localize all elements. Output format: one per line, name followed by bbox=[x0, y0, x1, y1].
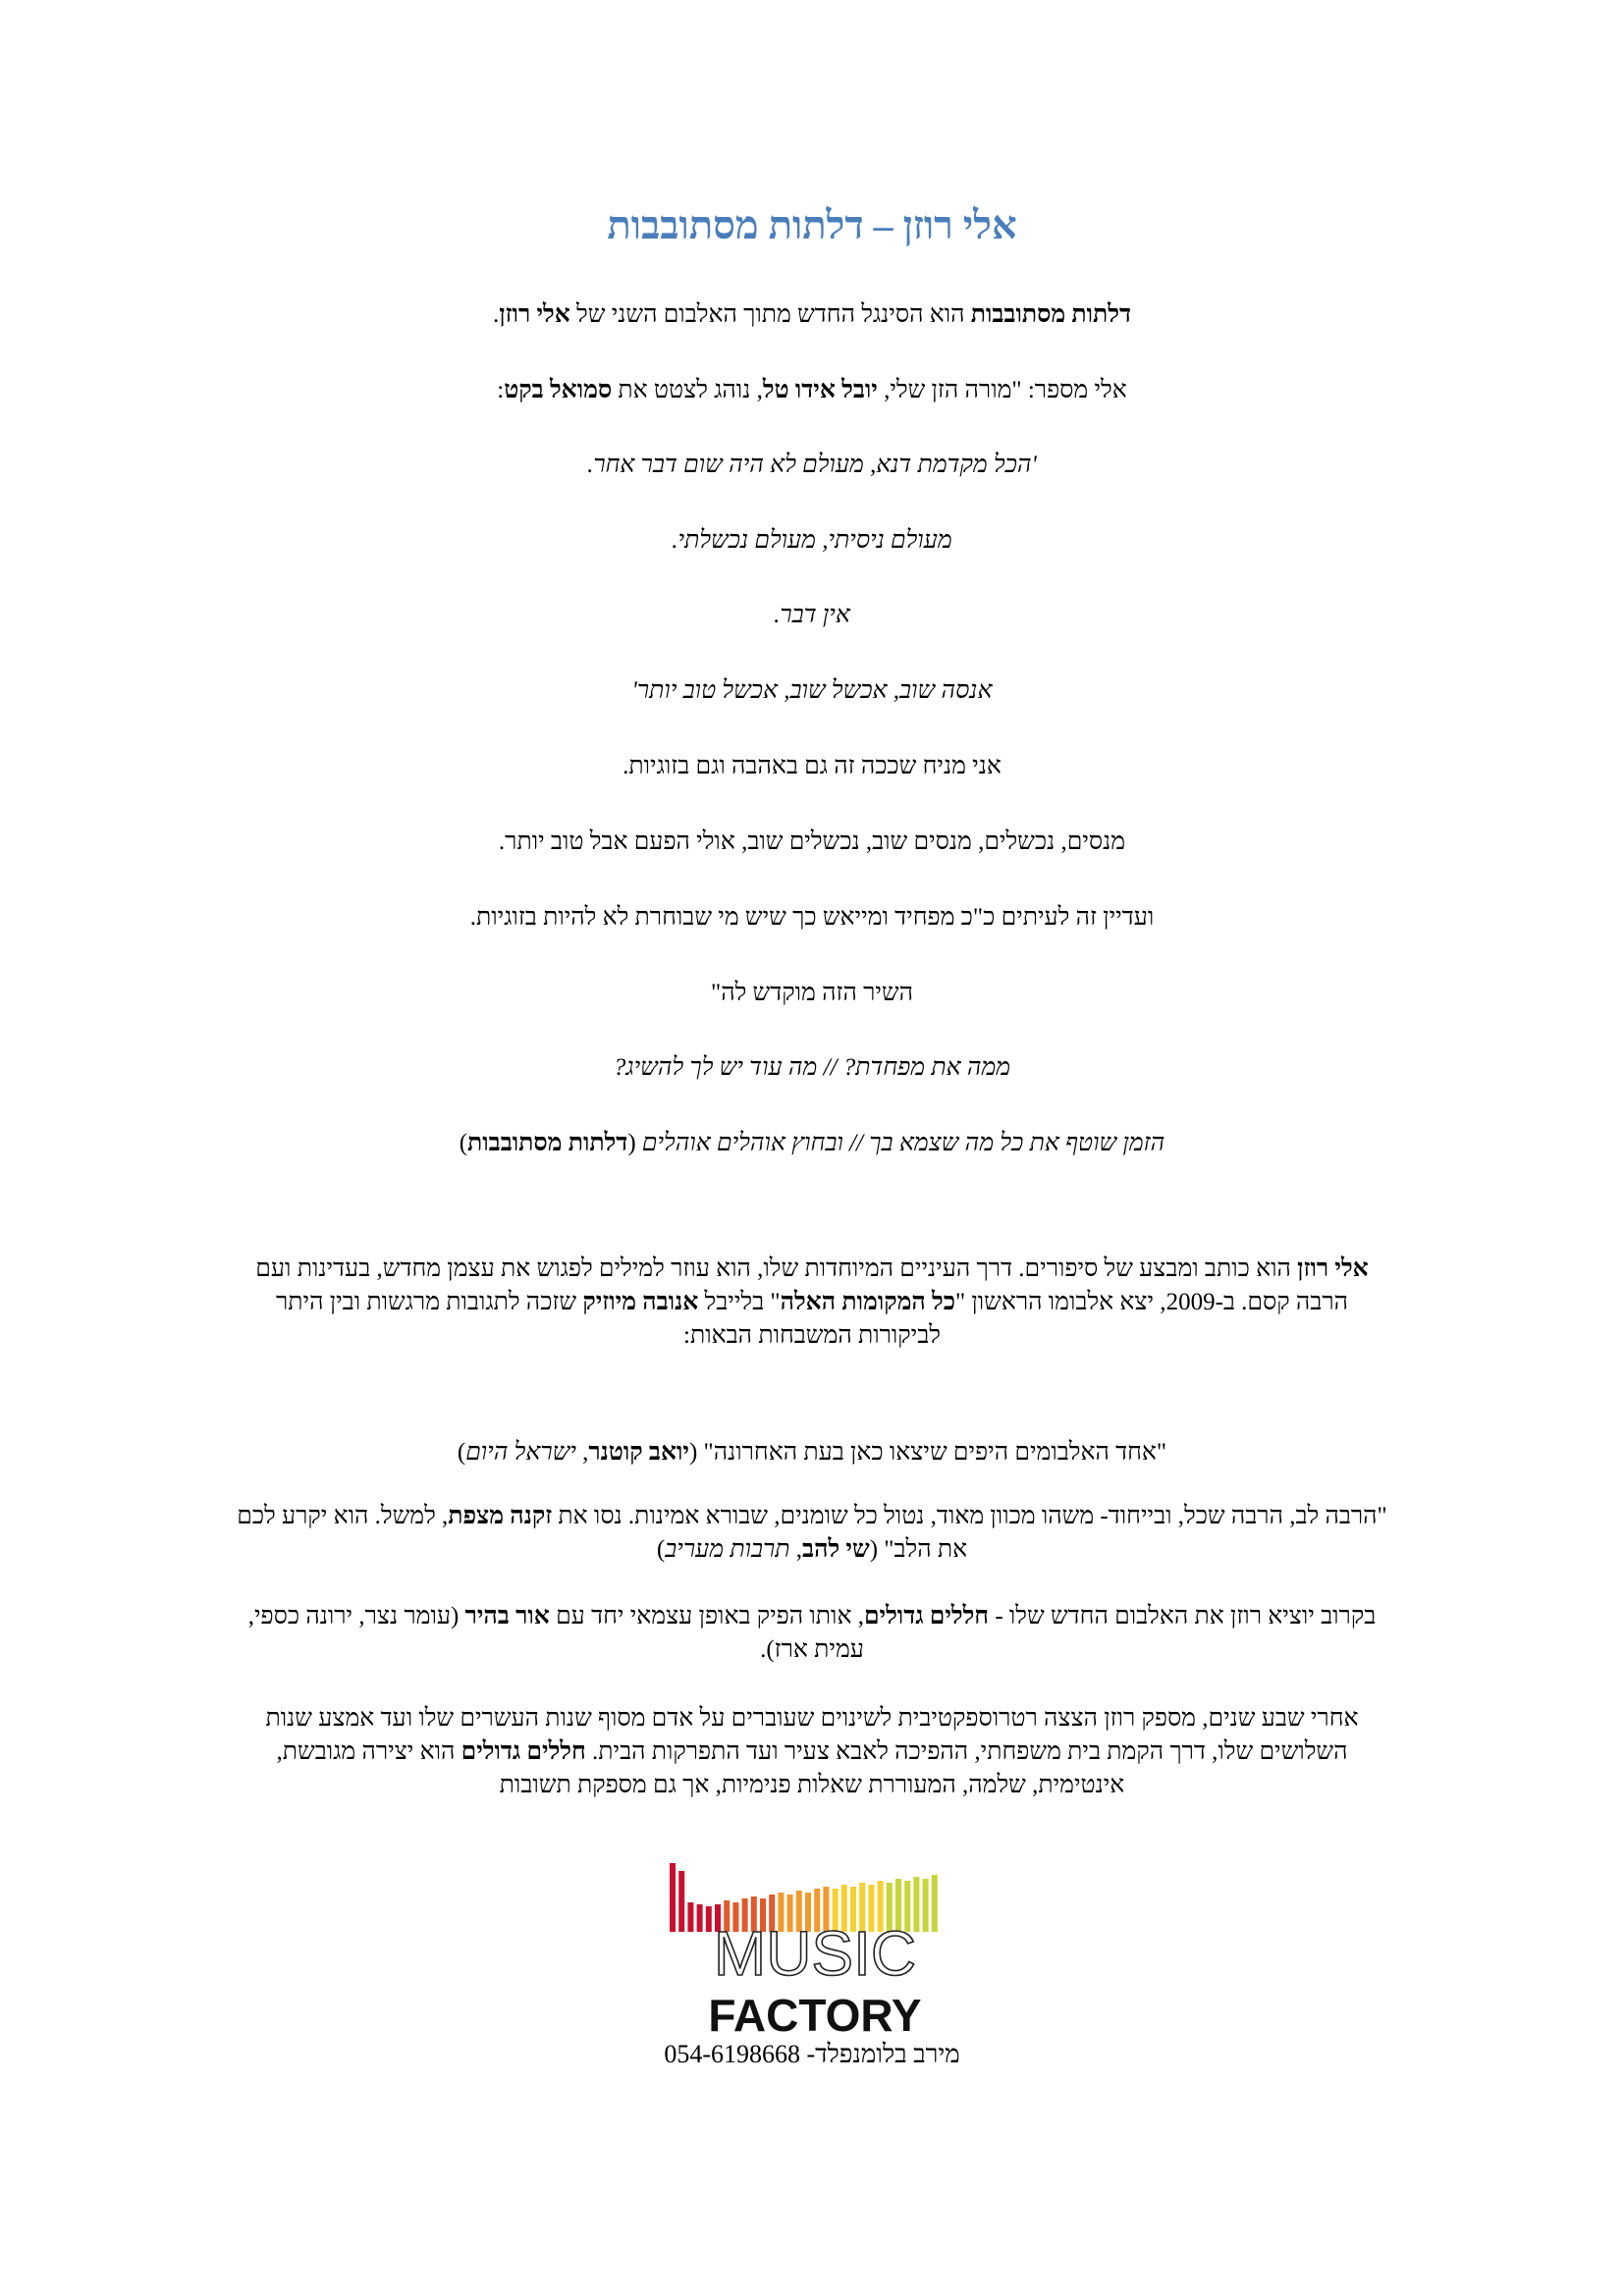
closing-text: אחרי שבע שנים, מספק רוזן הצצה רטרוספקטיבית לשינוים שעוברים על אדם מסוף שנות העשרים שלו ועד אמצע שנות השלושים שלו, דרך הקמת בית משפחתי, ההפיכה לאבא צעיר ועד התפרקות הבית. bbox=[265, 1705, 1359, 1765]
album-text: , אותו הפיק באופן עצמאי יחד עם bbox=[549, 1603, 864, 1629]
artist-name: אלי רוזן bbox=[1297, 1255, 1369, 1282]
story-line-2: מנסים, נכשלים, מנסים שוב, נכשלים שוב, אולי הפעם אבל טוב יותר. bbox=[498, 828, 1126, 855]
equalizer-bar bbox=[670, 1863, 676, 1932]
paren: ( bbox=[627, 1130, 642, 1156]
outlet-name: ישראל היום bbox=[465, 1439, 576, 1466]
producer-name: אור בהיר bbox=[464, 1603, 550, 1629]
critic-name: שי להב bbox=[802, 1536, 870, 1563]
quote-line-3 bbox=[196, 601, 1428, 630]
logo-graphic bbox=[658, 1849, 972, 2036]
equalizer-bar bbox=[697, 1904, 703, 1932]
review-2 bbox=[236, 1500, 1388, 1567]
song-name: דלתות מסתובבות bbox=[467, 1130, 628, 1156]
author-name: סמואל בקט bbox=[504, 377, 613, 403]
says-text-2: , נוהג לצטט את bbox=[612, 377, 763, 403]
paren: ) bbox=[459, 1130, 468, 1156]
album-text: (עומר נצר, ירונה כספי, עמית ארז). bbox=[247, 1603, 864, 1663]
quote-line-2 bbox=[196, 526, 1428, 556]
quote-line-4 bbox=[196, 676, 1428, 706]
review-text: , למשל. הוא יקרע לכם את הלב" ( bbox=[237, 1503, 968, 1563]
bio-paragraph bbox=[236, 1253, 1388, 1353]
teacher-name: יובל אידו טל bbox=[762, 377, 878, 403]
album-name: חללים גדולים bbox=[863, 1603, 990, 1629]
intro-text: הוא הסינגל החדש מתוך האלבום השני של bbox=[569, 301, 971, 328]
quote-text: אנסה שוב, אכשל שוב, אכשל טוב יותר' bbox=[631, 677, 993, 704]
review-1 bbox=[236, 1436, 1388, 1469]
intro-line bbox=[196, 300, 1428, 330]
quote-line-1 bbox=[196, 451, 1428, 480]
bio-text: " בלייבל bbox=[698, 1289, 781, 1315]
album-name: חללים גדולים bbox=[460, 1738, 586, 1765]
paren: ) bbox=[457, 1439, 466, 1466]
lyric-line-1 bbox=[196, 1053, 1428, 1083]
new-album-paragraph bbox=[236, 1600, 1388, 1667]
music-factory-logo bbox=[658, 1849, 972, 2036]
label-name: אנובה מיוזיק bbox=[582, 1289, 699, 1315]
says-line bbox=[196, 376, 1428, 405]
bio-text: שזכה לתגובות מרגשות ובין היתר לביקורות המשבחות הבאות: bbox=[276, 1289, 941, 1349]
intro-end: . bbox=[492, 301, 500, 328]
page-title: אלי רוזן – דלתות מסתובבות bbox=[607, 203, 1017, 247]
lyric-text: הזמן שוטף את כל מה שצמא בך // ובחוץ אוהלים אוהלים bbox=[641, 1130, 1165, 1156]
sep: , bbox=[575, 1439, 589, 1466]
quote-text: מעולם ניסיתי, מעולם נכשלתי. bbox=[672, 527, 952, 554]
closing-text: הוא יצירה מגובשת, אינטימית, שלמה, המעוררת שאלות פנימיות, אך גם מספקת תשובות bbox=[276, 1738, 1125, 1798]
sep: , bbox=[789, 1536, 803, 1563]
says-colon: : bbox=[497, 377, 505, 403]
track-name: זקנה מצפת bbox=[448, 1503, 553, 1529]
quote-text: אין דבר. bbox=[774, 602, 850, 628]
critic-name: יואב קוטנר bbox=[588, 1439, 689, 1466]
contact-line: מירב בלומנפלד- 054-6198668 bbox=[664, 2040, 960, 2068]
equalizer-bar bbox=[687, 1902, 693, 1932]
lyric-line-2 bbox=[196, 1129, 1428, 1158]
story-line-3: ועדיין זה לעיתים כ"כ מפחיד ומייאש כך שיש מי שבוחרת לא להיות בזוגיות. bbox=[469, 904, 1155, 931]
equalizer-bar bbox=[932, 1875, 938, 1932]
outlet-name: תרבות מעריב bbox=[665, 1536, 790, 1563]
album-text: בקרוב יוציא רוזן את האלבום החדש שלו - bbox=[989, 1603, 1377, 1629]
says-text: אלי מספר: "מורה הזן שלי, bbox=[877, 377, 1127, 403]
album-name: כל המקומות האלה bbox=[780, 1289, 955, 1315]
equalizer-bar bbox=[678, 1871, 684, 1932]
lyric-text: ממה את מפחדת? // מה עוד יש לך להשיג? bbox=[613, 1054, 1011, 1081]
logo-word-factory: FACTORY bbox=[708, 1990, 922, 2036]
review-text: "אחד האלבומים היפים שיצאו כאן בעת האחרונה" ( bbox=[688, 1439, 1167, 1466]
artist-name: אלי רוזן bbox=[499, 301, 570, 328]
quote-text: 'הכל מקדמת דנא, מעולם לא היה שום דבר אחר. bbox=[587, 452, 1037, 478]
bio-text: הוא כותב ומבצע של סיפורים. דרך העיניים המיוחדות שלו, הוא עוזר למילים לפגוש את עצמן מחדש, בעדינות ועם הרבה קסם. ב-2009, יצא אלבומו הראשון " bbox=[255, 1255, 1348, 1315]
paren: ) bbox=[656, 1536, 666, 1563]
equalizer-bar bbox=[923, 1879, 929, 1932]
story-line-1: אני מניח שככה זה גם באהבה וגם בזוגיות. bbox=[623, 753, 1001, 779]
review-text: "הרבה לב, הרבה שכל, ובייחוד- משהו מכוון מאוד, נטול כל שומנים, שבורא אמינות. נסו את bbox=[552, 1503, 1387, 1529]
song-name: דלתות מסתובבות bbox=[970, 301, 1132, 328]
equalizer-bar bbox=[706, 1906, 712, 1932]
story-line-4: השיר הזה מוקדש לה" bbox=[711, 980, 913, 1006]
logo-word-music: MUSIC bbox=[713, 1918, 917, 1989]
closing-paragraph bbox=[236, 1702, 1388, 1802]
